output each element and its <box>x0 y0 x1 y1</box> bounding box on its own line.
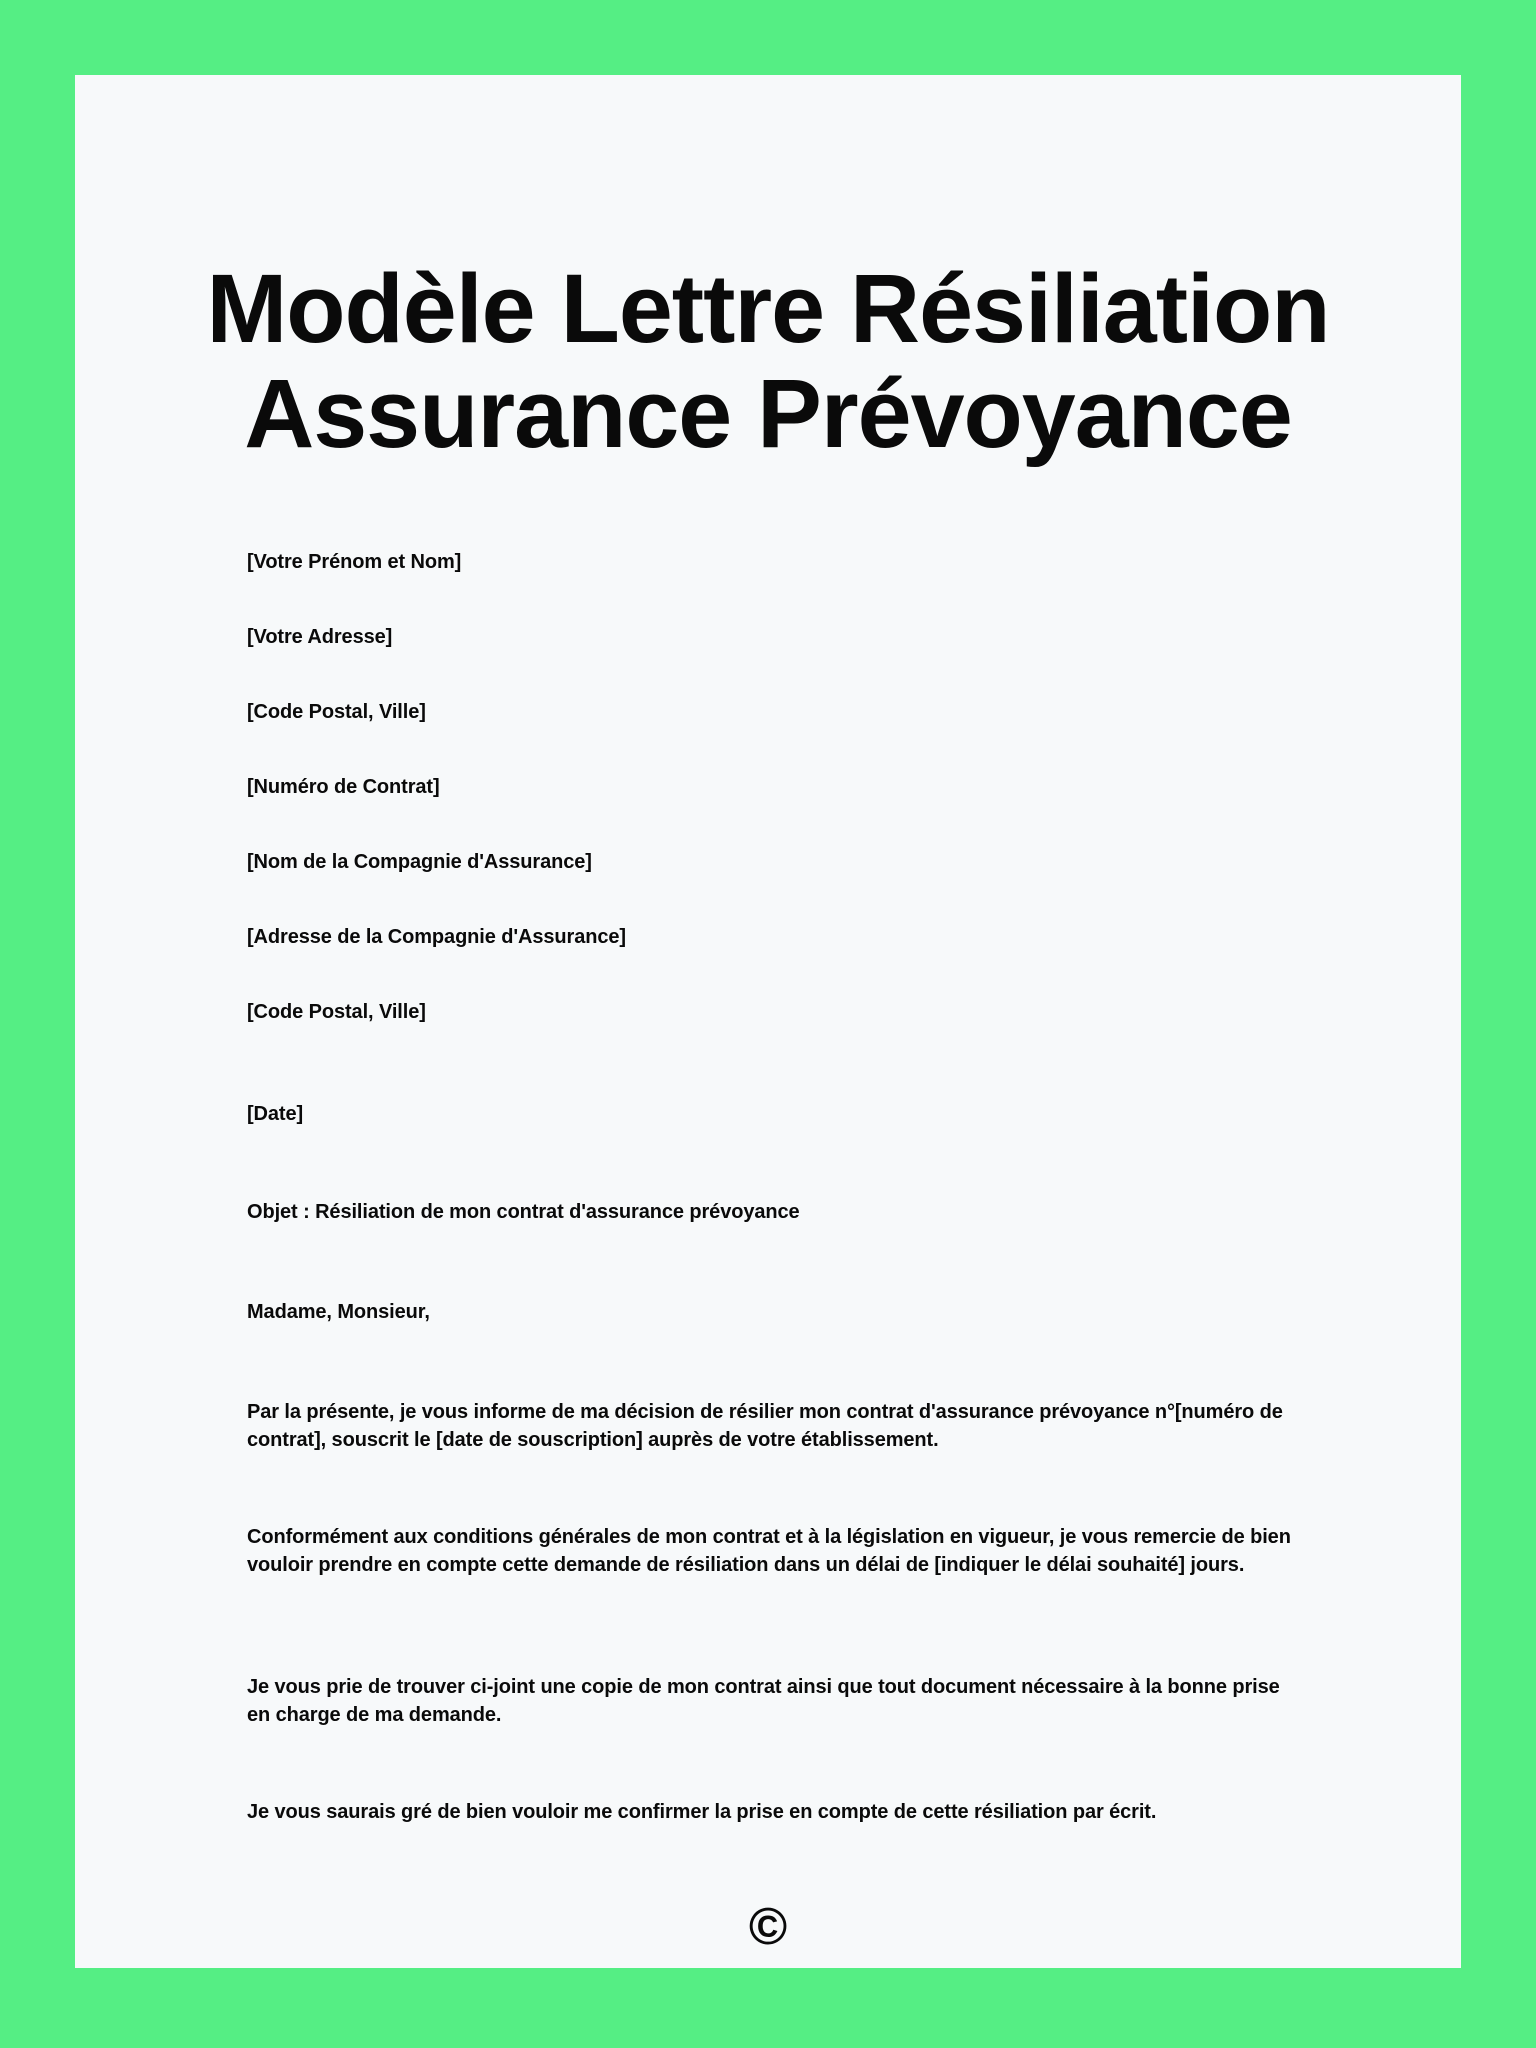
page-title: Modèle Lettre Résiliation Assurance Prévoyance <box>206 254 1330 468</box>
sender-name-line: [Votre Prénom et Nom] <box>247 551 462 573</box>
copyright-mark: © <box>748 1898 788 1956</box>
sender-city-line: [Code Postal, Ville] <box>247 701 426 723</box>
body-paragraph-attachments: Je vous prie de trouver ci-joint une copie de mon contrat ainsi que tout document nécessaire à la bonne prise en charge de ma demande. <box>247 1676 1280 1726</box>
contract-number-line: [Numéro de Contrat] <box>247 776 440 798</box>
sender-address-line: [Votre Adresse] <box>247 626 393 648</box>
date-line: [Date] <box>247 1103 304 1125</box>
body-paragraph-termination-notice: Par la présente, je vous informe de ma décision de résilier mon contrat d'assurance prévoyance n°[numéro de contrat], souscrit le [date de souscription] auprès de votre établissement. <box>247 1401 1283 1451</box>
recipient-company-name-line: [Nom de la Compagnie d'Assurance] <box>247 851 592 873</box>
subject-line: Objet : Résiliation de mon contrat d'assurance prévoyance <box>247 1201 800 1223</box>
body-paragraph-conditions-delay: Conformément aux conditions générales de mon contrat et à la législation en vigueur, je vous remercie de bien vouloir prendre en compte cette demande de résiliation dans un délai de [indiquer le délai souhaité] jours. <box>247 1526 1291 1576</box>
body-paragraph-confirmation: Je vous saurais gré de bien vouloir me confirmer la prise en compte de cette résiliation par écrit. <box>247 1801 1157 1823</box>
letter-page <box>75 75 1461 1968</box>
salutation-line: Madame, Monsieur, <box>247 1301 430 1323</box>
recipient-company-address-line: [Adresse de la Compagnie d'Assurance] <box>247 926 626 948</box>
recipient-city-line: [Code Postal, Ville] <box>247 1001 426 1023</box>
